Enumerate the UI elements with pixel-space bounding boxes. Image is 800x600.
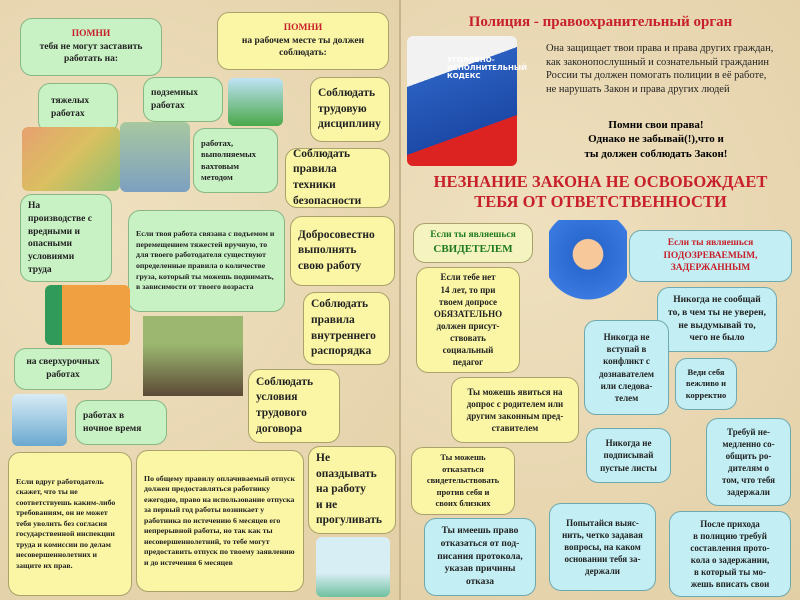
remember-law-text: Помни свои права! Однако не забывай(!),что и ты должен соблюдать Закон! (584, 119, 728, 160)
protocol-box: После прихода в полицию требуй составления прото- кола о задержании, в который ты мо- жешь вписать свои (669, 511, 791, 597)
overtime-work-box: на сверхурочных работах (14, 348, 112, 390)
never-report-false-box: Никогда не сообщай то, в чем ты не уверен, не выдумывай то, чего не было (657, 287, 777, 352)
safety-box: Соблюдать правила техники безопасности (285, 148, 390, 208)
suspect-header (629, 230, 792, 282)
not-late-box: Не опаздывать на работу и не прогуливать (308, 446, 396, 534)
remember-title: ПОМНИ (283, 22, 323, 33)
remember-must-observe-box (217, 12, 389, 70)
remember-text: тебя не могут заставить работать на: (39, 41, 143, 65)
shift-work-box: работах, выполняемых вахтовым методом (193, 128, 278, 193)
night-work-box: работах в ночное время (75, 400, 167, 445)
criminal-code-books-image (407, 36, 528, 166)
diligent-work-box: Добросовестно выполнять свою работу (290, 216, 395, 286)
window-cleaning-illustration (316, 537, 390, 597)
witness-line1: Если ты являешься (430, 230, 516, 241)
stroller-illustration (12, 394, 67, 446)
internal-rules-box: Соблюдать правила внутреннего распорядка (303, 292, 390, 365)
electric-shock-illustration (45, 285, 130, 345)
ignorance-heading: НЕЗНАНИЕ ЗАКОНА НЕ ОСВОБОЖДАЕТ ТЕБЯ ОТ ОТВЕТСТВЕННОСТИ (433, 172, 768, 211)
remember-title: ПОМНИ (71, 28, 111, 39)
witness-header (413, 223, 533, 263)
witness-line2: СВИДЕТЕЛЕМ (433, 242, 513, 255)
lifting-rules-box: Если твоя работа связана с подъемом и перемещением тяжестей вручную, то для твоего работодателя существуют определенные правила о количестве груза, который ты можешь поднимать, в зависимости от твоего возраста (128, 210, 285, 312)
contract-terms-box: Соблюдать условия трудового договора (248, 369, 340, 443)
painter-illustration (228, 78, 283, 126)
parent-present-box: Ты можешь явиться на допрос с родителем или другим законным пред- ставителем (451, 377, 579, 443)
police-kid-illustration (549, 220, 627, 318)
ask-reason-box: Попытайся выяс- нить, четко задавая вопросы, на каком основании тебя за- держали (549, 503, 656, 591)
vacation-box: По общему правилу оплачиваемый отпуск должен предоставляться работнику ежегодно, право на использование отпуска за первый год работы возникает у работника по истечению 6 месяцев его непрерывной работы, но так как ты несовершеннолетний, то тебе могут предоставить отпуск по твоему заявлению и до истечения 6 месяцев (136, 450, 304, 592)
police-title: Полиция - правоохранительный орган (468, 14, 733, 30)
no-blank-sheets-box: Никогда не подписывай пустые листы (586, 428, 671, 483)
underground-work-box: подземных работах (143, 77, 223, 122)
right-page-police (401, 0, 800, 600)
book-title: УГОЛОВНО-ИСПОЛНИТЕЛЬНЫЙ КОДЕКС (447, 56, 528, 80)
hazardous-work-box: На производстве с вредными и опасными условиями труда (20, 194, 112, 282)
remember-cannot-force-box (20, 18, 162, 76)
dismissal-box: Если вдруг работодатель скажет, что ты не соответствуешь каким-либо требованиям, он не может тебя уволить без согласия государственной инспекции труда и комиссии по делам несовершеннолетних и защите их прав. (8, 452, 132, 596)
field-workers-photo (143, 316, 243, 396)
remember-text: на рабочем месте ты должен соблюдать: (241, 35, 365, 59)
be-polite-box: Веди себя вежливо и корректно (675, 358, 737, 410)
refuse-testify-box: Ты можешь отказаться свидетельствовать против себя и своих близких (411, 447, 515, 515)
notify-parents-box: Требуй не- медленно со- общить ро- дителям о том, что тебя задержали (706, 418, 791, 506)
suspect-line1: Если ты являешься (667, 237, 754, 248)
discipline-box: Соблюдать трудовую дисциплину (310, 77, 390, 142)
refuse-sign-box: Ты имеешь право отказаться от под- писания протокола, указав причины отказа (424, 518, 536, 596)
under-14-box: Если тебе нет 14 лет, то при твоем допросе ОБЯЗАТЕЛЬНО должен присут- ствовать социальный педагог (416, 267, 520, 373)
cart-illustration (22, 127, 120, 191)
police-intro-text: Она защищает твои права и права других граждан, как законопослушный и сознательный гражданин России ты должен помогать полиции в её работе, не нарушать Закон и права других людей (546, 43, 774, 95)
worker-ladder-illustration (120, 122, 190, 192)
heavy-work-box: тяжелых работах (38, 83, 118, 133)
suspect-line2: ПОДОЗРЕВАЕМЫМ, ЗАДЕРЖАННЫМ (663, 250, 758, 274)
no-conflict-box: Никогда не вступай в конфликт с дознавателем или следова- телем (584, 320, 669, 415)
